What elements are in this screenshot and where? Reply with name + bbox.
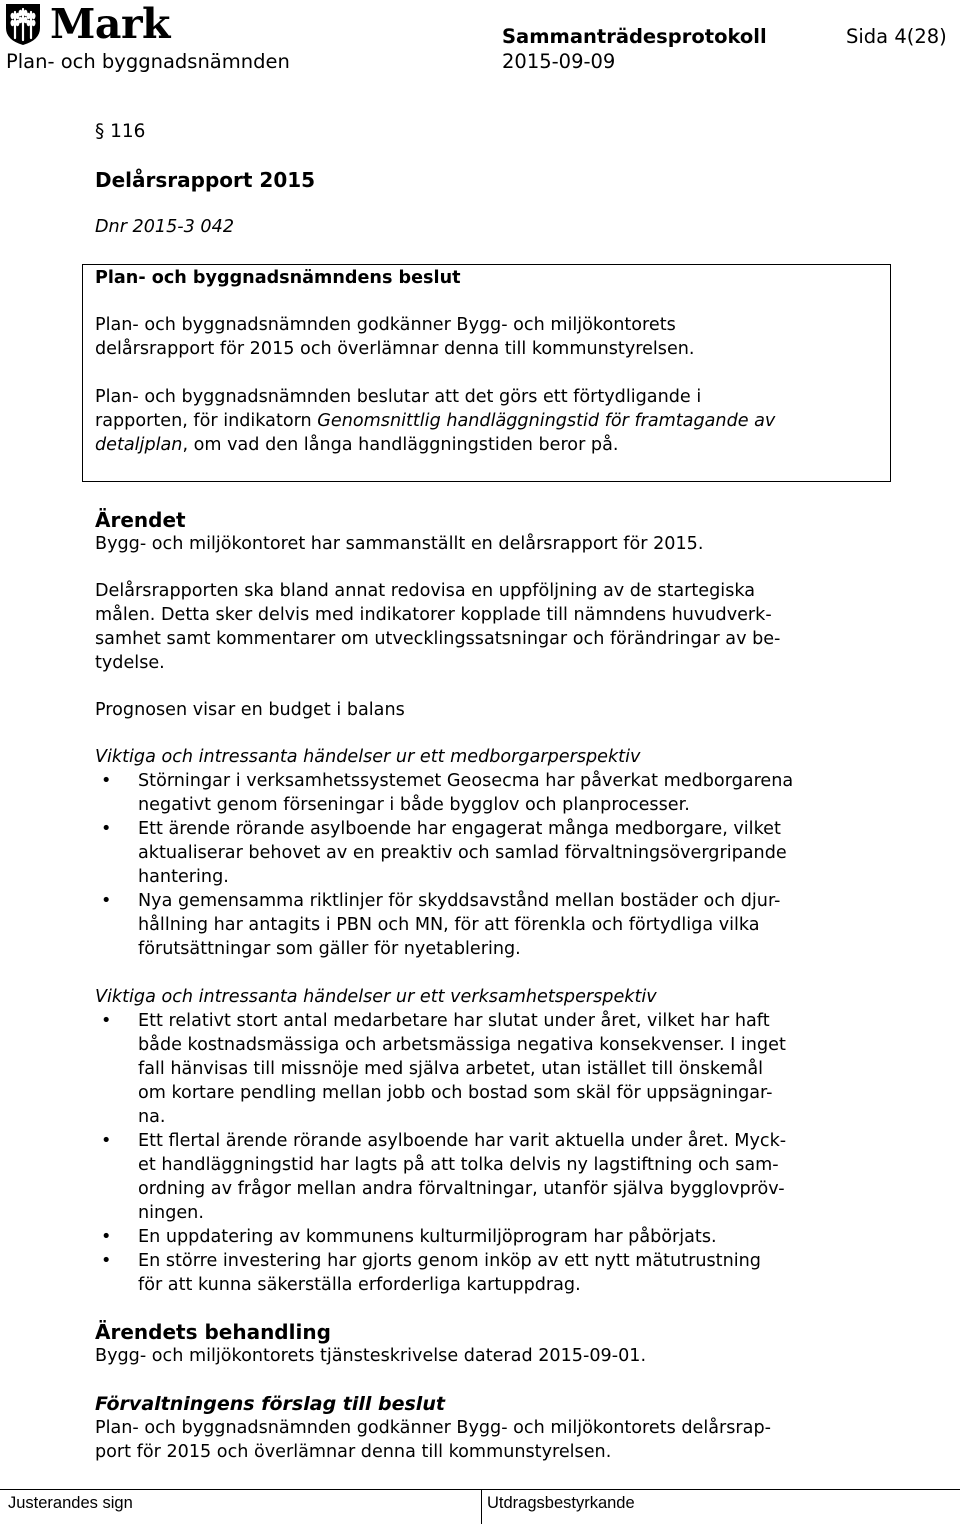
decision-paragraph-2: Plan- och byggnadsnämnden beslutar att det görs ett förtydligande i rapporten, för indikatorn Genomsnittlig handläggningstid för framtagande av detaljplan, om vad den långa handläggningstiden beror på. (95, 387, 776, 455)
footer-column-divider (481, 1489, 482, 1524)
decision-heading: Plan- och byggnadsnämndens beslut (95, 268, 461, 288)
arendet-paragraph-3: Prognosen visar en budget i balans (95, 700, 405, 720)
footer-signature-label: Justerandes sign (8, 1494, 133, 1512)
list-item: • Ett flertal ärende rörande asylboende har varit aktuella under året. Myck- et handläggningstid har lagts på att tolka delvis ny lagstiftning och sam- ordning av frågor mellan andra förvaltningar, utanför själva bygglovpröv- ningen. (95, 1129, 895, 1225)
citizen-perspective-heading: Viktiga och intressanta händelser ur ett medborgarperspektiv (95, 747, 641, 767)
processing-paragraph: Bygg- och miljökontorets tjänsteskrivelse daterad 2015-09-01. (95, 1346, 647, 1366)
proposal-paragraph: Plan- och byggnadsnämnden godkänner Bygg- och miljökontorets delårsrap- port för 2015 och överlämnar denna till kommunstyrelsen. (95, 1418, 771, 1462)
arendet-heading: Ärendet (95, 508, 186, 532)
document-body (95, 120, 895, 1464)
header-organization: Plan- och byggnadsnämnden (6, 50, 290, 73)
processing-heading: Ärendets behandling (95, 1320, 331, 1344)
footer-divider (0, 1489, 960, 1490)
header-date: 2015-09-09 (502, 50, 616, 73)
footer-extract-label: Utdragsbestyrkande (487, 1494, 635, 1512)
header-document-type: Sammanträdesprotokoll (502, 25, 767, 48)
section-number: § 116 (95, 121, 146, 142)
list-item: • En större investering har gjorts genom inköp av ett nytt mätutrustning för att kunna säkerställa erforderliga kartuppdrag. (95, 1249, 895, 1297)
business-perspective-heading: Viktiga och intressanta händelser ur ett verksamhetsperspektiv (95, 987, 657, 1007)
arendet-paragraph-1: Bygg- och miljökontoret har sammanställt en delårsrapport för 2015. (95, 534, 704, 554)
list-item: • Nya gemensamma riktlinjer för skyddsavstånd mellan bostäder och djur- hållning har antagits i PBN och MN, för att förenkla och förtydliga vilka förutsättningar som gäller för nyetablering. (95, 889, 895, 961)
logo-wordmark: Mark (50, 0, 170, 48)
proposal-heading: Förvaltningens förslag till beslut (95, 1393, 445, 1415)
municipality-logo (4, 2, 170, 46)
wheat-crest-icon (4, 2, 42, 46)
list-item: • Ett ärende rörande asylboende har engagerat många medborgare, vilket aktualiserar behovet av en preaktiv och samlad förvaltningsövergripande hantering. (95, 817, 895, 889)
list-item: • En uppdatering av kommunens kulturmiljöprogram har påbörjats. (95, 1225, 895, 1249)
citizen-perspective-list (95, 769, 895, 961)
business-perspective-list (95, 1009, 895, 1297)
item-title: Delårsrapport 2015 (95, 168, 316, 192)
arendet-paragraph-2: Delårsrapporten ska bland annat redovisa en uppföljning av de startegiska målen. Detta sker delvis med indikatorer kopplade till nämndens huvudverk- samhet samt kommentarer om utvecklingssatsningar och förändringar av be- tydelse. (95, 581, 781, 673)
indicator-name: Genomsnittlig handläggningstid för framtagande av (317, 411, 776, 431)
list-item: • Störningar i verksamhetssystemet Geosecma har påverkat medborgarena negativt genom förseningar i både bygglov och planprocesser. (95, 769, 895, 817)
header-page-number: Sida 4(28) (846, 25, 947, 48)
list-item: • Ett relativt stort antal medarbetare har slutat under året, vilket har haft både kostnadsmässiga och arbetsmässiga negativa konsekvenser. I inget fall hänvisas till missnöje med själva arbetet, utan istället till önskemål om kortare pendling mellan jobb och bostad som skäl för uppsägningar- na. (95, 1009, 895, 1129)
diary-number: Dnr 2015-3 042 (95, 217, 235, 237)
decision-paragraph-1: Plan- och byggnadsnämnden godkänner Bygg- och miljökontorets delårsrapport för 2015 och överlämnar denna till kommunstyrelsen. (95, 315, 695, 359)
